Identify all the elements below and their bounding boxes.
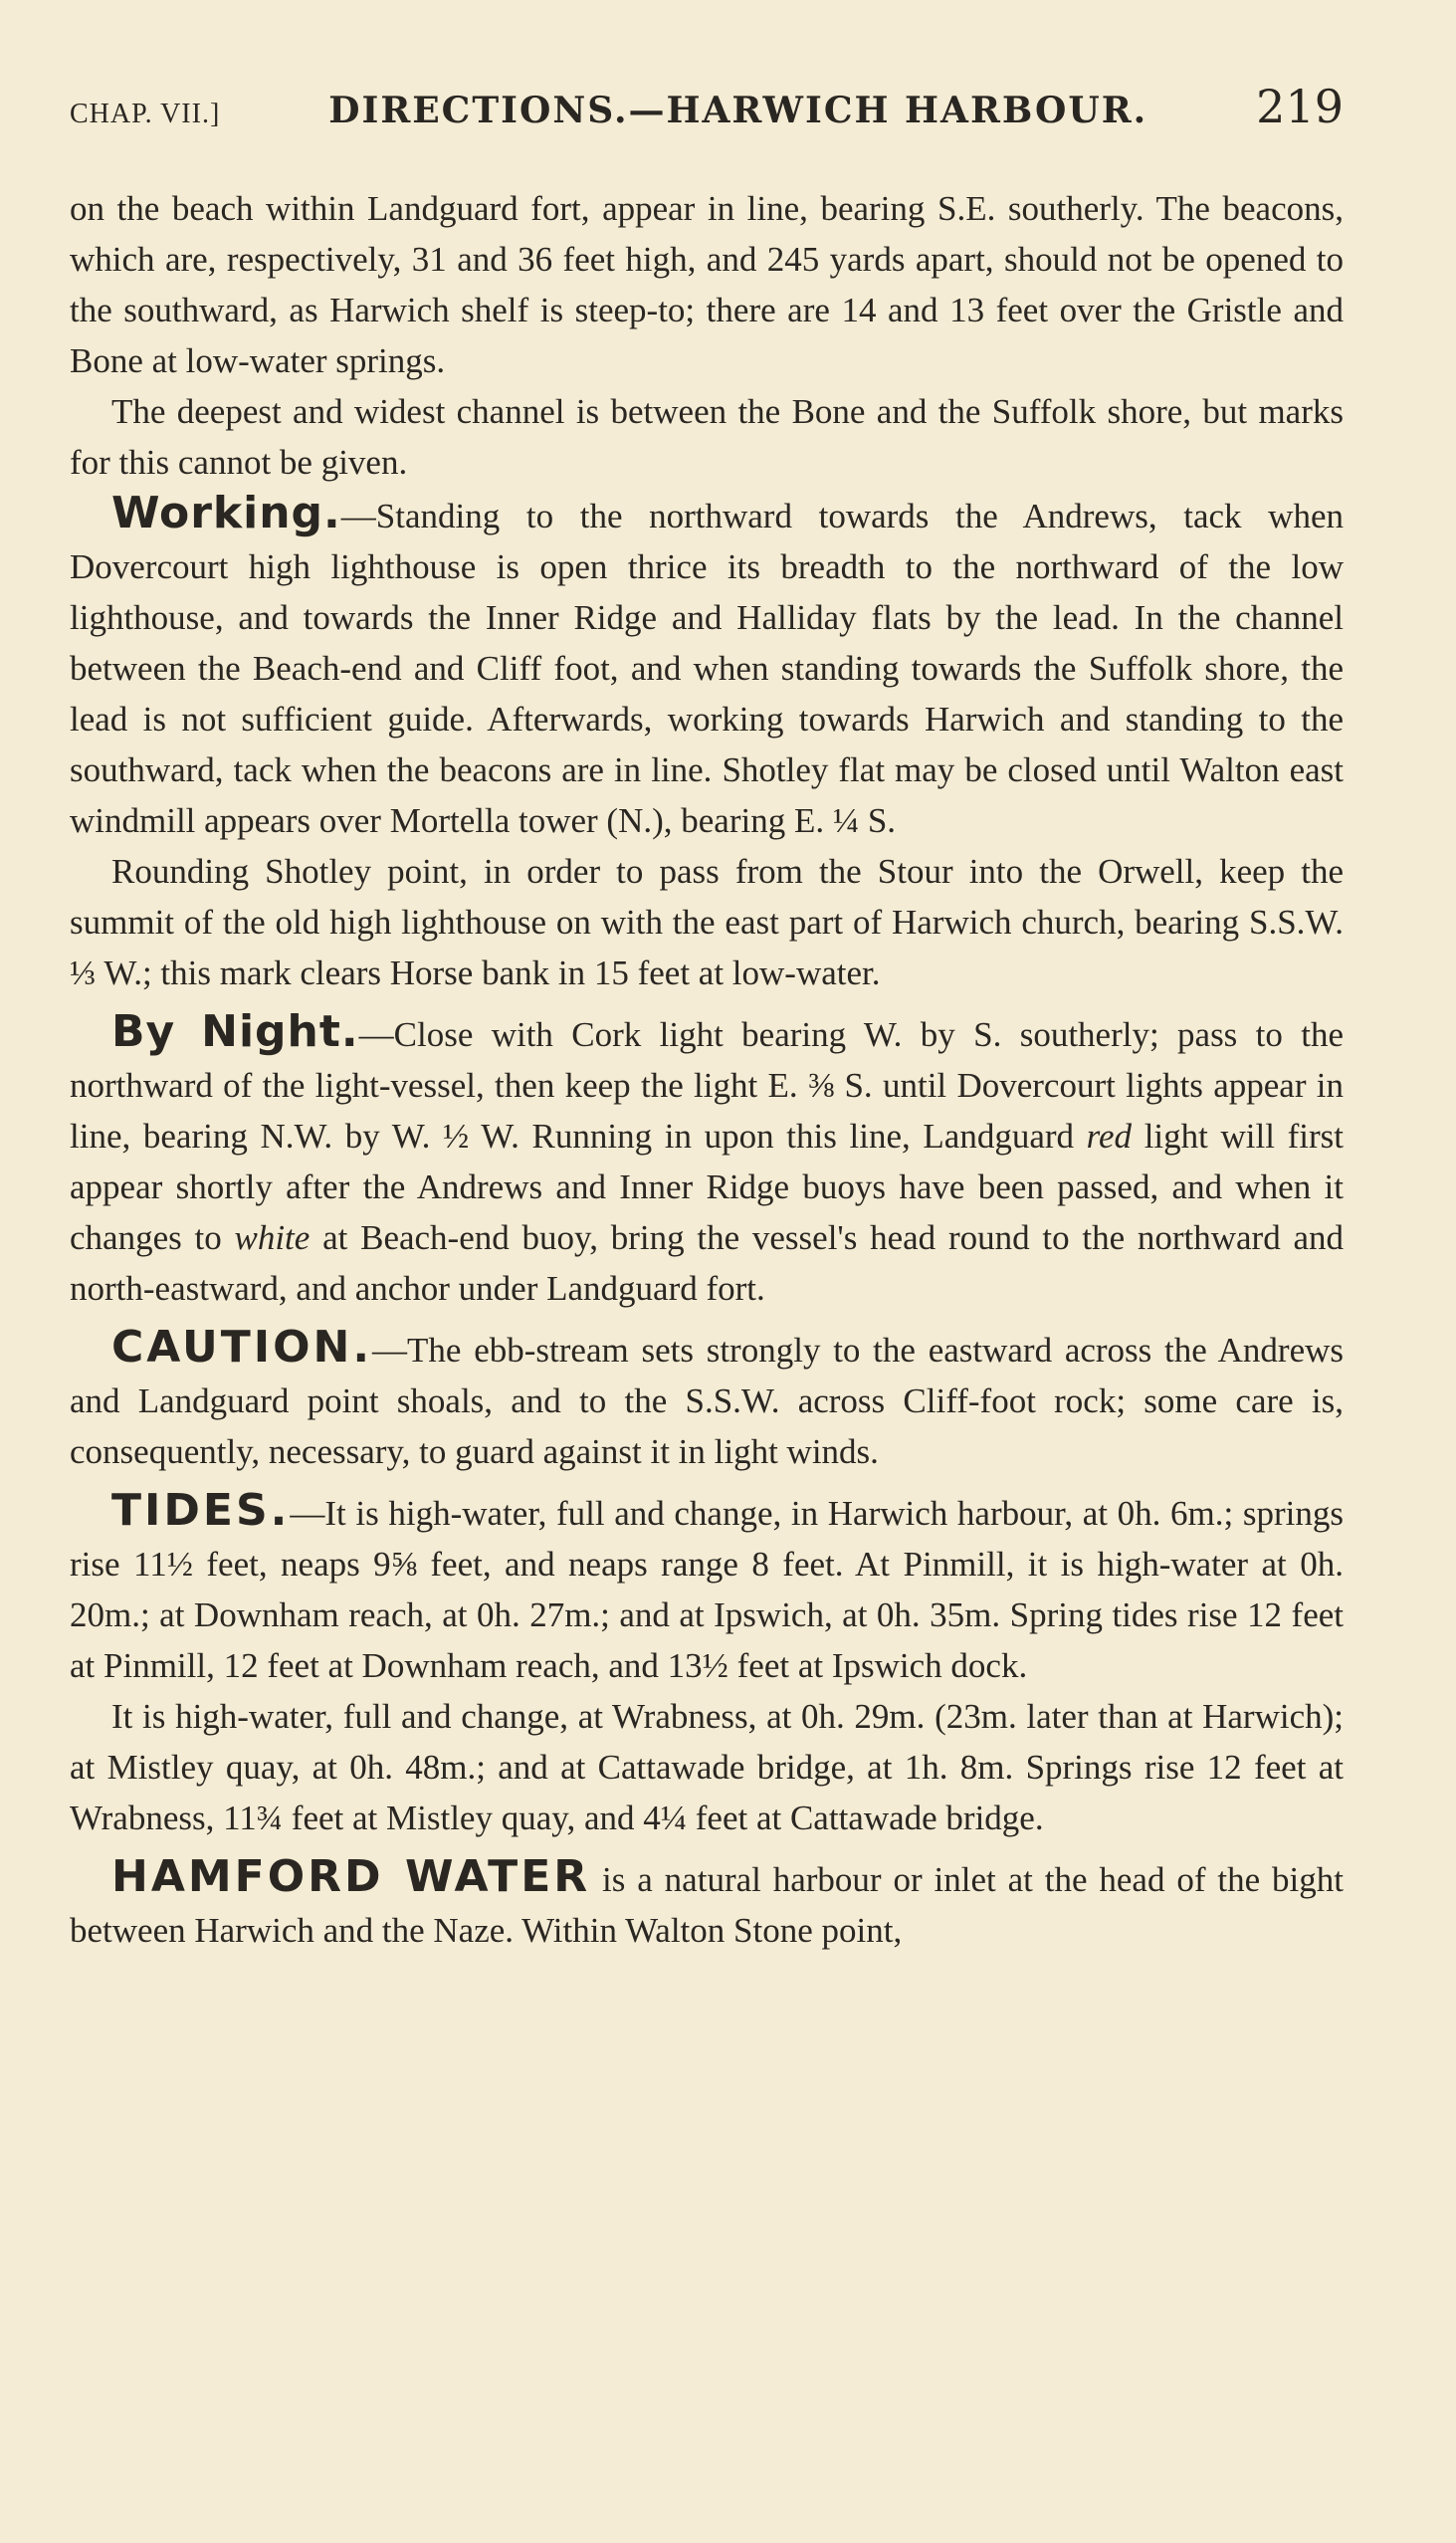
body-text bbox=[70, 183, 1344, 1956]
paragraph-tides bbox=[70, 1485, 1344, 1691]
heading-by-night: By Night. bbox=[111, 1006, 359, 1057]
caution-text: —The ebb-stream sets strongly to the eastward across the Andrews and Landguard point shoals, and to the S.S.W. across Cliff-foot rock; some care is, consequently, necessary, to guard against it in light winds. bbox=[70, 1331, 1344, 1471]
book-page bbox=[70, 80, 1344, 1956]
night-text-a: —Close with Cork light bearing W. by S. southerly; pass to the northward of the light-vessel, then keep the light E. ⅜ S. until Dovercourt lights appear in line, bearing N.W. by W. ½ W. Running in upon this line, Landguard bbox=[70, 1015, 1345, 1156]
paragraph-working bbox=[70, 488, 1344, 846]
night-text-red: red bbox=[1086, 1117, 1133, 1156]
heading-hamford-water: HAMFORD WATER bbox=[111, 1851, 591, 1902]
chapter-label: CHAP. VII.] bbox=[70, 99, 221, 129]
night-text-b: light will first appear shortly after the Andrews and Inner Ridge buoys have been passed, and when it changes to bbox=[70, 1117, 1345, 1257]
paragraph-caution bbox=[70, 1322, 1344, 1477]
paragraph-wrabness: It is high-water, full and change, at Wrabness, at 0h. 29m. (23m. later than at Harwich); at Mistley quay, at 0h. 48m.; and at Cattawade bridge, at 1h. 8m. Springs rise 12 feet at Wrabness, 11¾ feet at Mistley quay, and 4¼ feet at Cattawade bridge. bbox=[70, 1697, 1344, 1837]
hamford-text: is a natural harbour or inlet at the head of the bight between Harwich and the Naze. Within Walton Stone point, bbox=[70, 1860, 1344, 1950]
page-header bbox=[70, 80, 1344, 159]
paragraph-deepest-channel: The deepest and widest channel is between the Bone and the Suffolk shore, but marks for this cannot be given. bbox=[70, 392, 1344, 482]
heading-tides: TIDES. bbox=[111, 1485, 291, 1536]
page-number: 219 bbox=[1256, 80, 1344, 133]
night-text-c: at Beach-end buoy, bring the vessel's head round to the northward and north-eastward, and anchor under Landguard fort. bbox=[70, 1218, 1345, 1308]
heading-working: Working. bbox=[111, 488, 341, 538]
paragraph-hamford-water bbox=[70, 1851, 1344, 1956]
working-text: —Standing to the northward towards the Andrews, tack when Dovercourt high lighthouse is open thrice its breadth to the northward of the low lighthouse, and towards the Inner Ridge and Halliday flats by the lead. In the channel between the Beach-end and Cliff foot, and when standing towards the Suffolk shore, the lead is not sufficient guide. Afterwards, working towards Harwich and standing to the southward, tack when the beacons are in line. Shotley flat may be closed until Walton east windmill appears over Mortella tower (N.), bearing E. ¼ S. bbox=[70, 497, 1344, 840]
running-title: DIRECTIONS.—HARWICH HARBOUR. bbox=[328, 90, 1148, 131]
night-text-white: white bbox=[234, 1218, 311, 1257]
tides-text: —It is high-water, full and change, in Harwich harbour, at 0h. 6m.; springs rise 11½ feet, neaps 9⅝ feet, and neaps range 8 feet. At Pinmill, it is high-water at 0h. 20m.; at Downham reach, at 0h. 27m.; and at Ipswich, at 0h. 35m. Spring tides rise 12 feet at Pinmill, 12 feet at Downham reach, and 13½ feet at Ipswich dock. bbox=[70, 1494, 1344, 1685]
paragraph-beacons: on the beach within Landguard fort, appear in line, bearing S.E. southerly. The beacons, which are, respectively, 31 and 36 feet high, and 245 yards apart, should not be opened to the southward, as Harwich shelf is steep-to; there are 14 and 13 feet over the Gristle and Bone at low-water springs. bbox=[70, 189, 1344, 380]
paragraph-rounding-shotley: Rounding Shotley point, in order to pass from the Stour into the Orwell, keep the summit of the old high lighthouse on with the east part of Harwich church, bearing S.S.W. ⅓ W.; this mark clears Horse bank in 15 feet at low-water. bbox=[70, 852, 1344, 992]
paragraph-by-night bbox=[70, 1006, 1344, 1314]
heading-caution: CAUTION. bbox=[111, 1322, 373, 1373]
